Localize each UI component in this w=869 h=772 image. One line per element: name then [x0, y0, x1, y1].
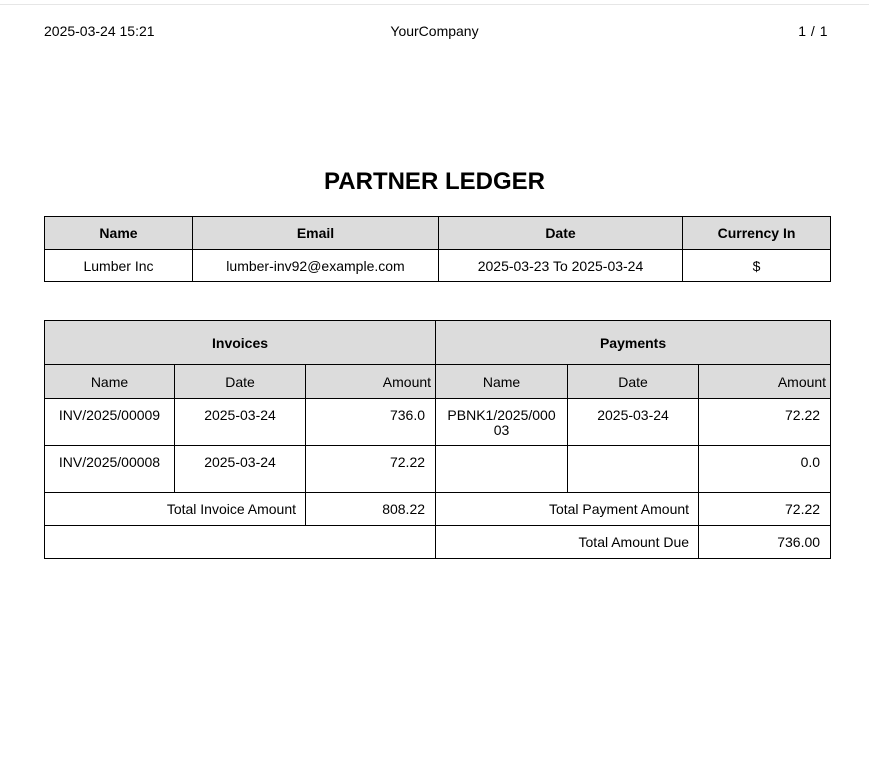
payment-date: 2025-03-24	[568, 399, 699, 446]
table-row	[45, 446, 831, 493]
invoice-amount: 736.0	[306, 399, 436, 446]
partner-email-header: Email	[193, 217, 439, 250]
payment-name: PBNK1/2025/00003	[436, 399, 568, 446]
total-payment-value: 72.22	[699, 493, 831, 526]
partner-currency-header: Currency In	[683, 217, 831, 250]
ledger-due-row	[45, 526, 831, 559]
invoice-name-column-header: Name	[45, 365, 175, 399]
partner-name-header: Name	[45, 217, 193, 250]
print-datetime: 2025-03-24 15:21	[44, 23, 155, 39]
total-due-label: Total Amount Due	[436, 526, 699, 559]
ledger-table	[44, 320, 831, 559]
company-name: YourCompany	[390, 23, 479, 39]
payment-amount-column-header: Amount	[699, 365, 831, 399]
empty-cell	[45, 526, 436, 559]
payment-name	[436, 446, 568, 493]
invoice-date-column-header: Date	[175, 365, 306, 399]
ledger-group-header-row	[45, 321, 831, 365]
invoice-name: INV/2025/00008	[45, 446, 175, 493]
total-invoice-value: 808.22	[306, 493, 436, 526]
partner-info-row	[45, 250, 831, 282]
page-number: 1 / 1	[798, 23, 828, 39]
payments-header: Payments	[436, 321, 831, 365]
table-row	[45, 399, 831, 446]
partner-currency: $	[683, 250, 831, 282]
ledger-column-header-row	[45, 365, 831, 399]
report-title: PARTNER LEDGER	[324, 168, 545, 195]
total-payment-label: Total Payment Amount	[436, 493, 699, 526]
partner-date-range: 2025-03-23 To 2025-03-24	[439, 250, 683, 282]
ledger-totals-row	[45, 493, 831, 526]
invoice-date: 2025-03-24	[175, 446, 306, 493]
page-top-rule	[0, 4, 869, 5]
payment-amount: 72.22	[699, 399, 831, 446]
total-due-value: 736.00	[699, 526, 831, 559]
payment-amount: 0.0	[699, 446, 831, 493]
invoice-date: 2025-03-24	[175, 399, 306, 446]
payment-name-column-header: Name	[436, 365, 568, 399]
invoices-header: Invoices	[45, 321, 436, 365]
partner-name: Lumber Inc	[45, 250, 193, 282]
partner-info-table	[44, 216, 831, 282]
partner-date-header: Date	[439, 217, 683, 250]
invoice-amount-column-header: Amount	[306, 365, 436, 399]
payment-date-column-header: Date	[568, 365, 699, 399]
total-invoice-label: Total Invoice Amount	[45, 493, 306, 526]
partner-email: lumber-inv92@example.com	[193, 250, 439, 282]
partner-info-header-row	[45, 217, 831, 250]
payment-date	[568, 446, 699, 493]
invoice-amount: 72.22	[306, 446, 436, 493]
invoice-name: INV/2025/00009	[45, 399, 175, 446]
